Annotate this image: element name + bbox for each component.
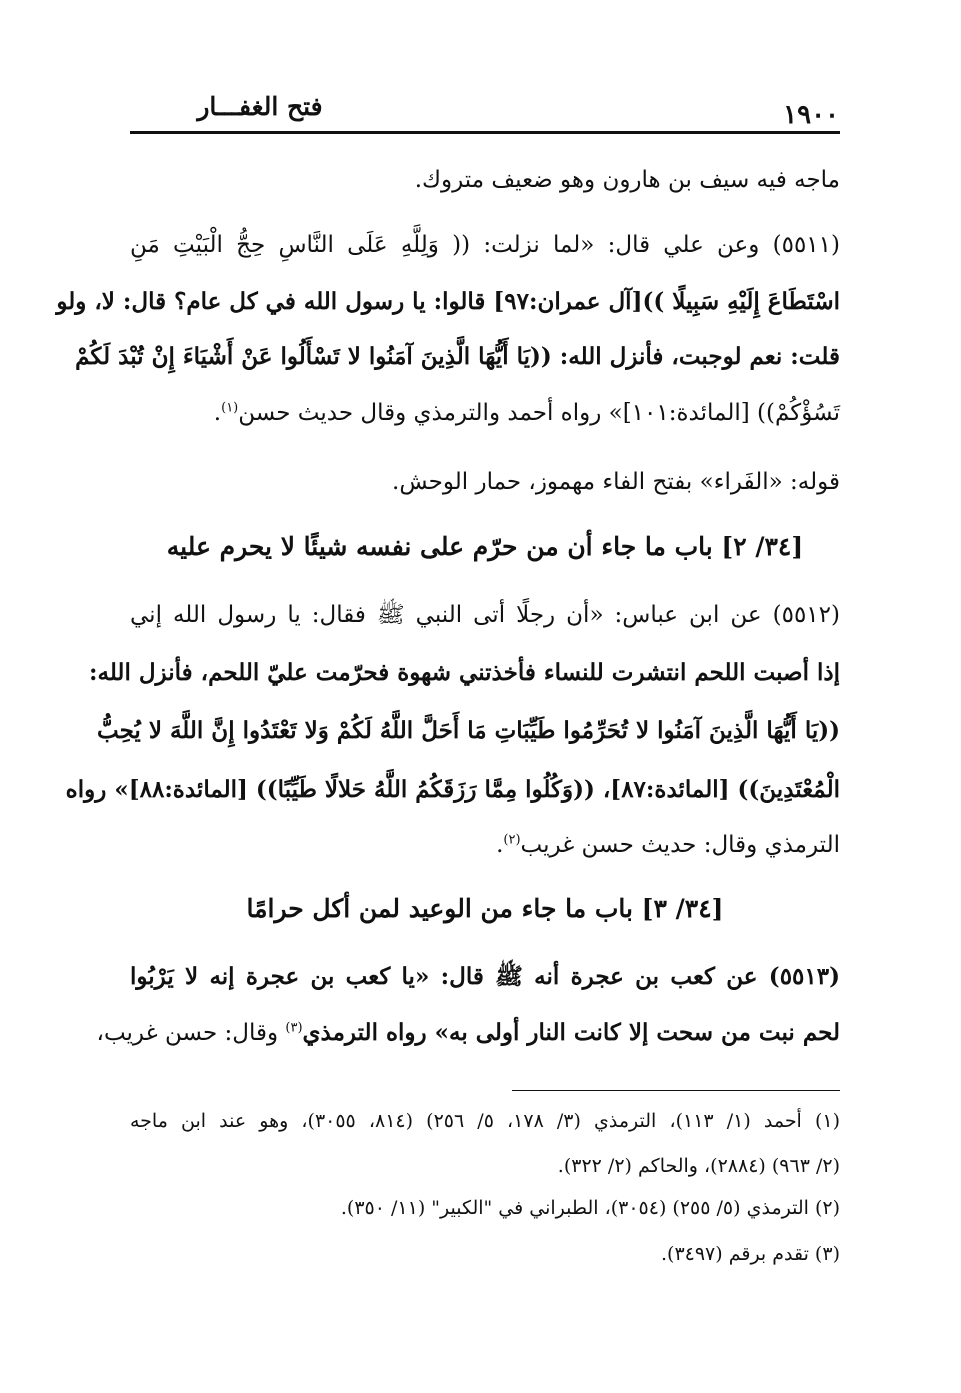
hadith-5511-line: اسْتَطَاعَ إِلَيْهِ سَبِيلًا ))[آل عمران:٩٧] قالوا: يا رسول الله في كل عام؟ قال: لا، ولو <box>56 288 840 315</box>
hadith-5511-line: قلت: نعم لوجبت، فأنزل الله: ((يَا أَيُّهَا الَّذِينَ آمَنُوا لا تَسْأَلُوا عَنْ أَشْيَاءَ إِنْ تُبْدَ لَكُمْ <box>75 343 840 370</box>
chapter-heading: [٣٤/ ٣] باب ما جاء من الوعيد لمن أكل حرامًا <box>246 894 724 923</box>
hadith-5513-line: لحم نبت من سحت إلا كانت النار أولى به» رواه الترمذي$^{(٣)}$ وقال: حسن غريب، <box>96 1019 840 1046</box>
footnote-ref: (٣) <box>285 1020 303 1036</box>
footnote-1-cont: (٢/ ٩٦٣) (٢٨٨٤)، والحاكم (٢/ ٣٢٢). <box>557 1155 840 1177</box>
hadith-5512-line: إذا أصبت اللحم انتشرت للنساء فأخذتني شهوة فحرّمت عليّ اللحم، فأنزل الله: <box>89 659 840 686</box>
header-rule <box>130 131 840 134</box>
hadith-5512-line: الترمذي وقال: حديث حسن غريب$^{(٢)}$. <box>496 832 840 858</box>
hadith-5511-line: (٥٥١١) وعن علي قال: «لما نزلت: (( وَلِلَّهِ عَلَى النَّاسِ حِجُّ الْبَيْتِ مَنِ <box>130 232 840 258</box>
footnote-ref: (٢) <box>503 832 521 848</box>
hadith-5513-line: (٥٥١٣) عن كعب بن عجرة أنه ﷺ قال: «يا كعب بن عجرة إنه لا يَرْبُوا <box>130 963 840 990</box>
text-line: ماجه فيه سيف بن هارون وهو ضعيف متروك. <box>414 167 840 193</box>
footnote-rule <box>512 1090 840 1091</box>
hadith-5511-line: تَسُؤْكُمْ)) [المائدة:١٠١]» رواه أحمد والترمذي وقال حديث حسن$^{(١)}$. <box>213 400 840 426</box>
footnote-1: (١) أحمد (١/ ١١٣)، الترمذي (٣/ ١٧٨، ٥/ ٢٥٦) (٨١٤، ٣٠٥٥)، وهو عند ابن ماجه <box>130 1110 840 1132</box>
hadith-5512-line: الْمُعْتَدِينَ)) [المائدة:٨٧]، ((وَكُلُوا مِمَّا رَزَقَكُمُ اللَّهُ حَلالًا طَيِّبًا)) [المائدة:٨٨]» رواه <box>65 776 840 803</box>
gloss-line: قوله: «الفَراء» بفتح الفاء مهموز، حمار الوحش. <box>392 469 840 495</box>
page-number: ١٩٠٠ <box>783 100 839 130</box>
footnote-2: (٢) الترمذي (٥/ ٢٥٥) (٣٠٥٤)، الطبراني في "الكبير" (١١/ ٣٥٠). <box>340 1197 840 1219</box>
footnote-ref: (١) <box>221 400 239 416</box>
chapter-heading: [٣٤/ ٢] باب ما جاء أن من حرّم على نفسه شيئًا لا يحرم عليه <box>166 532 804 561</box>
hadith-5512-line: (٥٥١٢) عن ابن عباس: «أن رجلًا أتى النبي ﷺ فقال: يا رسول الله إني <box>130 602 840 628</box>
hadith-5512-line: ((يَا أَيُّهَا الَّذِينَ آمَنُوا لا تُحَرِّمُوا طَيِّبَاتِ مَا أَحَلَّ اللَّهُ لَكُمْ وَلا تَعْتَدُوا إِنَّ اللَّهَ لا يُحِبُّ <box>96 717 840 744</box>
running-header-title: فتح الغفـــار <box>197 92 323 121</box>
footnote-3: (٣) تقدم برقم (٣٤٩٧). <box>660 1243 840 1265</box>
